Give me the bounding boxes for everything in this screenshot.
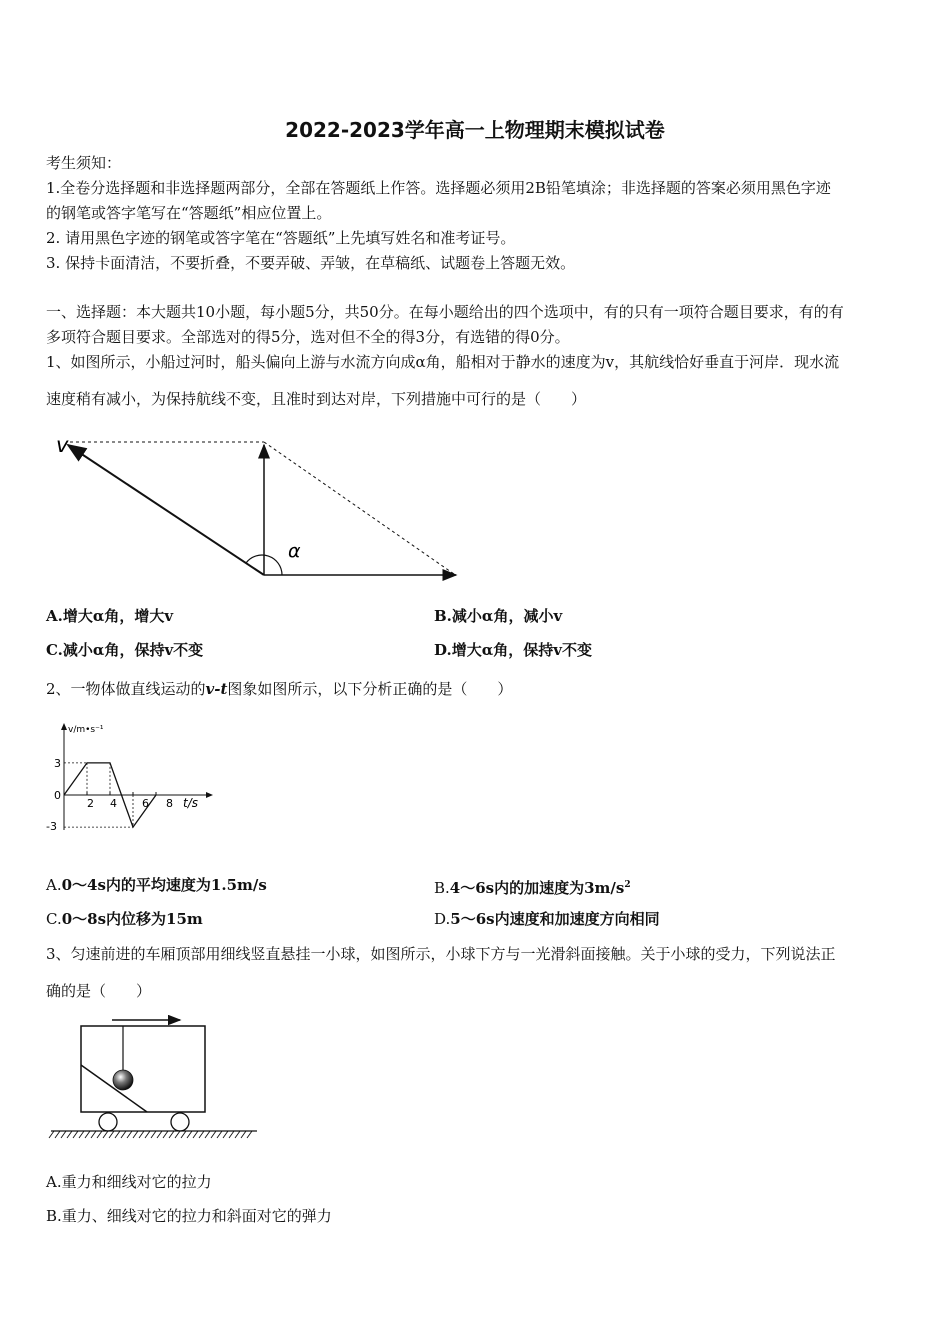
q1-option-a[interactable]: A.增大α角，增大v (46, 607, 174, 625)
question-2-stem (46, 679, 908, 699)
hatch-line (109, 1131, 114, 1138)
incline-surface (81, 1065, 147, 1112)
q2-option-b-text: 4～6s内的加速度为3m/s (449, 879, 625, 897)
hatch-line (205, 1131, 210, 1138)
hatch-line (199, 1131, 204, 1138)
question-2-suffix: 图象如图所示，以下分析正确的是（ ） (227, 680, 513, 698)
hatch-line (133, 1131, 138, 1138)
hatch-line (91, 1131, 96, 1138)
q2-option-c-letter: C. (46, 910, 62, 928)
x-axis-label: t/s (183, 796, 198, 810)
v-vector (68, 445, 264, 575)
q2-option-d-text: 5～6s内速度和加速度方向相同 (450, 910, 660, 928)
hatch-line (103, 1131, 108, 1138)
notice-heading: 考生须知： (46, 154, 122, 172)
q2-option-b-superscript: 2 (624, 880, 631, 890)
carriage-diagram (48, 1012, 263, 1147)
hatch-line (175, 1131, 180, 1138)
q2-option-b[interactable] (434, 875, 631, 898)
notice-item-1-line-2: 的钢笔或答字笔写在“答题纸”相应位置上。 (46, 204, 332, 222)
question-2-prefix: 2、一物体做直线运动的 (46, 680, 206, 698)
hatch-line (229, 1131, 234, 1138)
hatch-line (49, 1131, 54, 1138)
page-title: 2022-2023学年高一上物理期末模拟试卷 (285, 118, 665, 142)
y-tick-0: 0 (54, 789, 61, 802)
q2-option-c-text: 0～8s内位移为15m (61, 910, 203, 928)
q2-option-c[interactable] (46, 909, 203, 929)
q2-option-a-text: 0～4s内的平均速度为1.5m/s (61, 876, 267, 894)
v-label: v (56, 433, 69, 457)
hatch-line (121, 1131, 126, 1138)
x-tick-4: 4 (110, 797, 117, 810)
hatch-line (223, 1131, 228, 1138)
ground-hatching (49, 1131, 252, 1138)
q2-option-d[interactable] (434, 909, 660, 929)
hatch-line (145, 1131, 150, 1138)
x-tick-8: 8 (166, 797, 173, 810)
notice-item-2: 2. 请用黑色字迹的钢笔或答字笔在“答题纸”上先填写姓名和准考证号。 (46, 229, 516, 247)
x-tick-6: 6 (142, 797, 149, 810)
q2-option-a-letter: A. (46, 876, 62, 894)
hatch-line (187, 1131, 192, 1138)
hatch-line (55, 1131, 60, 1138)
section-1-intro-line-2: 多项符合题目要求。全部选对的得5分，选对但不全的得3分，有选错的得0分。 (46, 328, 570, 346)
q1-option-b[interactable]: B.减小α角，减小v (434, 607, 563, 625)
question-3-line-1: 3、匀速前进的车厢顶部用细线竖直悬挂一小球，如图所示，小球下方与一光滑斜面接触。关于小球的受力，下列说法正 (46, 945, 836, 963)
hatch-line (61, 1131, 66, 1138)
hatch-line (211, 1131, 216, 1138)
boat-velocity-diagram (50, 432, 470, 582)
notice-item-1-line-1: 1.全卷分选择题和非选择题两部分，全部在答题纸上作答。选择题必须用2B铅笔填涂；非选择题的答案必须用黑色字迹 (46, 179, 831, 197)
hatch-line (79, 1131, 84, 1138)
question-2-vt: v-t (205, 680, 228, 698)
hatch-line (181, 1131, 186, 1138)
q1-option-c[interactable]: C.减小α角，保持v不变 (46, 641, 204, 659)
notice-item-3: 3. 保持卡面清洁，不要折叠，不要弄破、弄皱，在草稿纸、试题卷上答题无效。 (46, 254, 576, 272)
vt-graph (40, 718, 220, 838)
hatch-line (115, 1131, 120, 1138)
hatch-line (85, 1131, 90, 1138)
hatch-line (157, 1131, 162, 1138)
y-tick-neg3: -3 (46, 820, 57, 833)
hatch-line (217, 1131, 222, 1138)
section-1-intro-line-1: 一、选择题：本大题共10小题，每小题5分，共50分。在每小题给出的四个选项中，有的只有一项符合题目要求，有的有 (46, 303, 844, 321)
hatch-line (247, 1131, 252, 1138)
hatch-line (139, 1131, 144, 1138)
x-tick-2: 2 (87, 797, 94, 810)
hatch-line (235, 1131, 240, 1138)
q2-option-b-letter: B. (434, 879, 450, 897)
y-tick-3: 3 (54, 757, 61, 770)
question-1-line-1: 1、如图所示，小船过河时，船头偏向上游与水流方向成α角，船相对于静水的速度为v，其航线恰好垂直于河岸．现水流 (46, 353, 840, 371)
carriage-box (81, 1026, 205, 1112)
q2-option-d-letter: D. (434, 910, 451, 928)
q3-option-b[interactable]: B.重力、细线对它的拉力和斜面对它的弹力 (46, 1207, 332, 1225)
y-axis-label: v/m•s⁻¹ (68, 725, 104, 735)
ball (113, 1070, 133, 1090)
wheel-right (171, 1113, 189, 1131)
q2-option-a[interactable] (46, 875, 267, 895)
hatch-line (67, 1131, 72, 1138)
hatch-line (241, 1131, 246, 1138)
hatch-line (169, 1131, 174, 1138)
question-1-line-2: 速度稍有减小，为保持航线不变，且准时到达对岸，下列措施中可行的是（ ） (46, 390, 587, 408)
wheel-left (99, 1113, 117, 1131)
hatch-line (151, 1131, 156, 1138)
hatch-line (193, 1131, 198, 1138)
question-3-line-2: 确的是（ ） (46, 982, 152, 1000)
hatch-line (73, 1131, 78, 1138)
q1-option-d[interactable]: D.增大α角，保持v不变 (434, 641, 592, 659)
hatch-line (163, 1131, 168, 1138)
hatch-line (127, 1131, 132, 1138)
hatch-line (97, 1131, 102, 1138)
q3-option-a[interactable]: A.重力和细线对它的拉力 (46, 1173, 212, 1191)
alpha-label: α (288, 540, 301, 562)
